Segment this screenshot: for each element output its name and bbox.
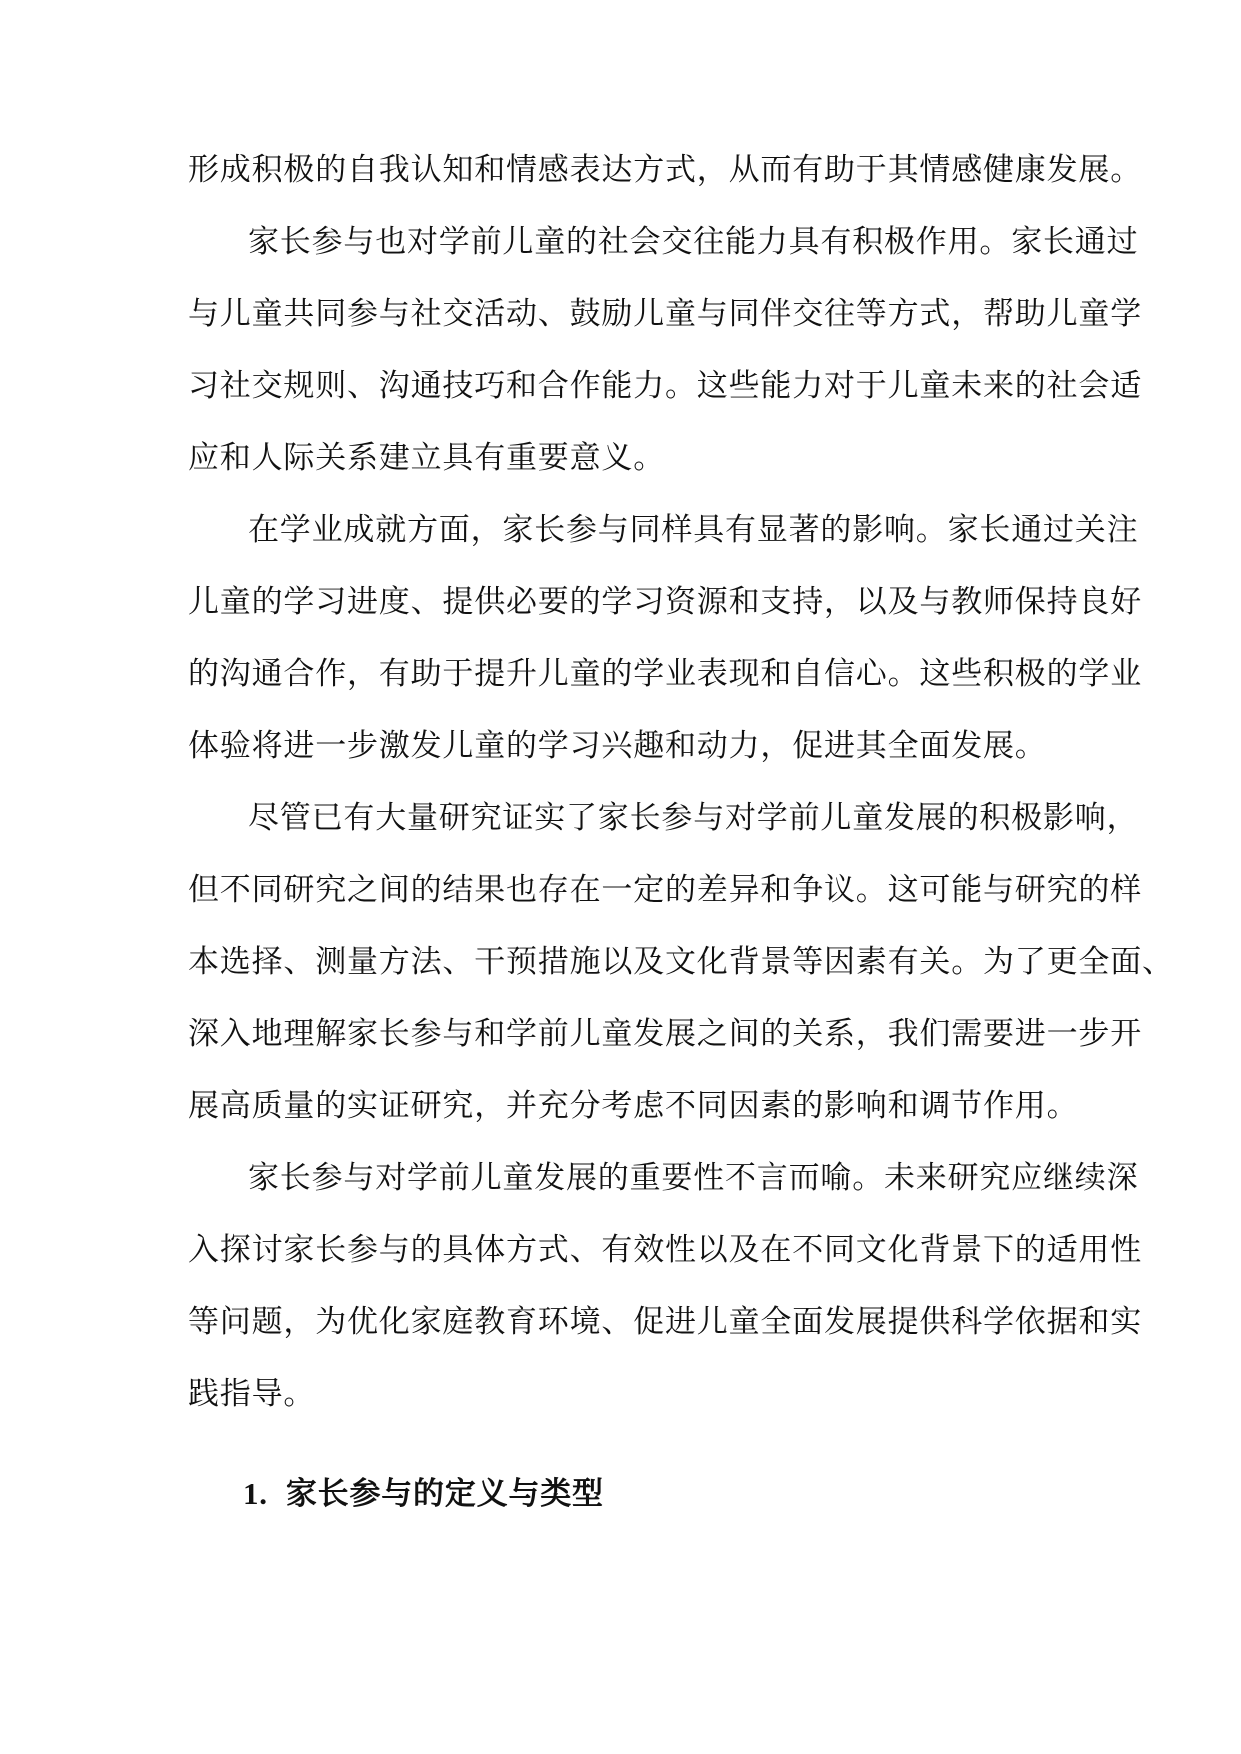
paragraph-line: 习社交规则、沟通技巧和合作能力。这些能力对于儿童未来的社会适 (188, 368, 1142, 404)
paragraph-line: 深入地理解家长参与和学前儿童发展之间的关系，我们需要进一步开 (188, 1016, 1142, 1052)
document-body (188, 140, 1174, 1436)
section-title: 家长参与的定义与类型 (285, 1476, 604, 1512)
paragraph-line: 本选择、测量方法、干预措施以及文化背景等因素有关。为了更全面、 (188, 944, 1174, 980)
paragraph-line: 但不同研究之间的结果也存在一定的差异和争议。这可能与研究的样 (188, 872, 1142, 908)
paragraph-line: 应和人际关系建立具有重要意义。 (188, 440, 665, 476)
paragraph-line: 与儿童共同参与社交活动、鼓励儿童与同伴交往等方式，帮助儿童学 (188, 296, 1142, 332)
section-heading (243, 1464, 604, 1524)
paragraph-line: 的沟通合作，有助于提升儿童的学业表现和自信心。这些积极的学业 (188, 656, 1142, 692)
paragraph-line: 形成积极的自我认知和情感表达方式，从而有助于其情感健康发展。 (188, 152, 1142, 188)
paragraph-line: 家长参与也对学前儿童的社会交往能力具有积极作用。家长通过 (248, 224, 1139, 260)
paragraph-line: 展高质量的实证研究，并充分考虑不同因素的影响和调节作用。 (188, 1088, 1079, 1124)
paragraph-line: 家长参与对学前儿童发展的重要性不言而喻。未来研究应继续深 (248, 1160, 1139, 1196)
section-number: 1. (243, 1476, 268, 1511)
paragraph-line: 尽管已有大量研究证实了家长参与对学前儿童发展的积极影响， (248, 800, 1139, 836)
paragraph-line: 在学业成就方面，家长参与同样具有显著的影响。家长通过关注 (248, 512, 1139, 548)
paragraph-line: 践指导。 (188, 1376, 316, 1412)
paragraph-line: 体验将进一步激发儿童的学习兴趣和动力，促进其全面发展。 (188, 728, 1047, 764)
paragraph-line: 儿童的学习进度、提供必要的学习资源和支持，以及与教师保持良好 (188, 584, 1142, 620)
paragraph-line: 等问题，为优化家庭教育环境、促进儿童全面发展提供科学依据和实 (188, 1304, 1142, 1340)
paragraph-line: 入探讨家长参与的具体方式、有效性以及在不同文化背景下的适用性 (188, 1232, 1142, 1268)
